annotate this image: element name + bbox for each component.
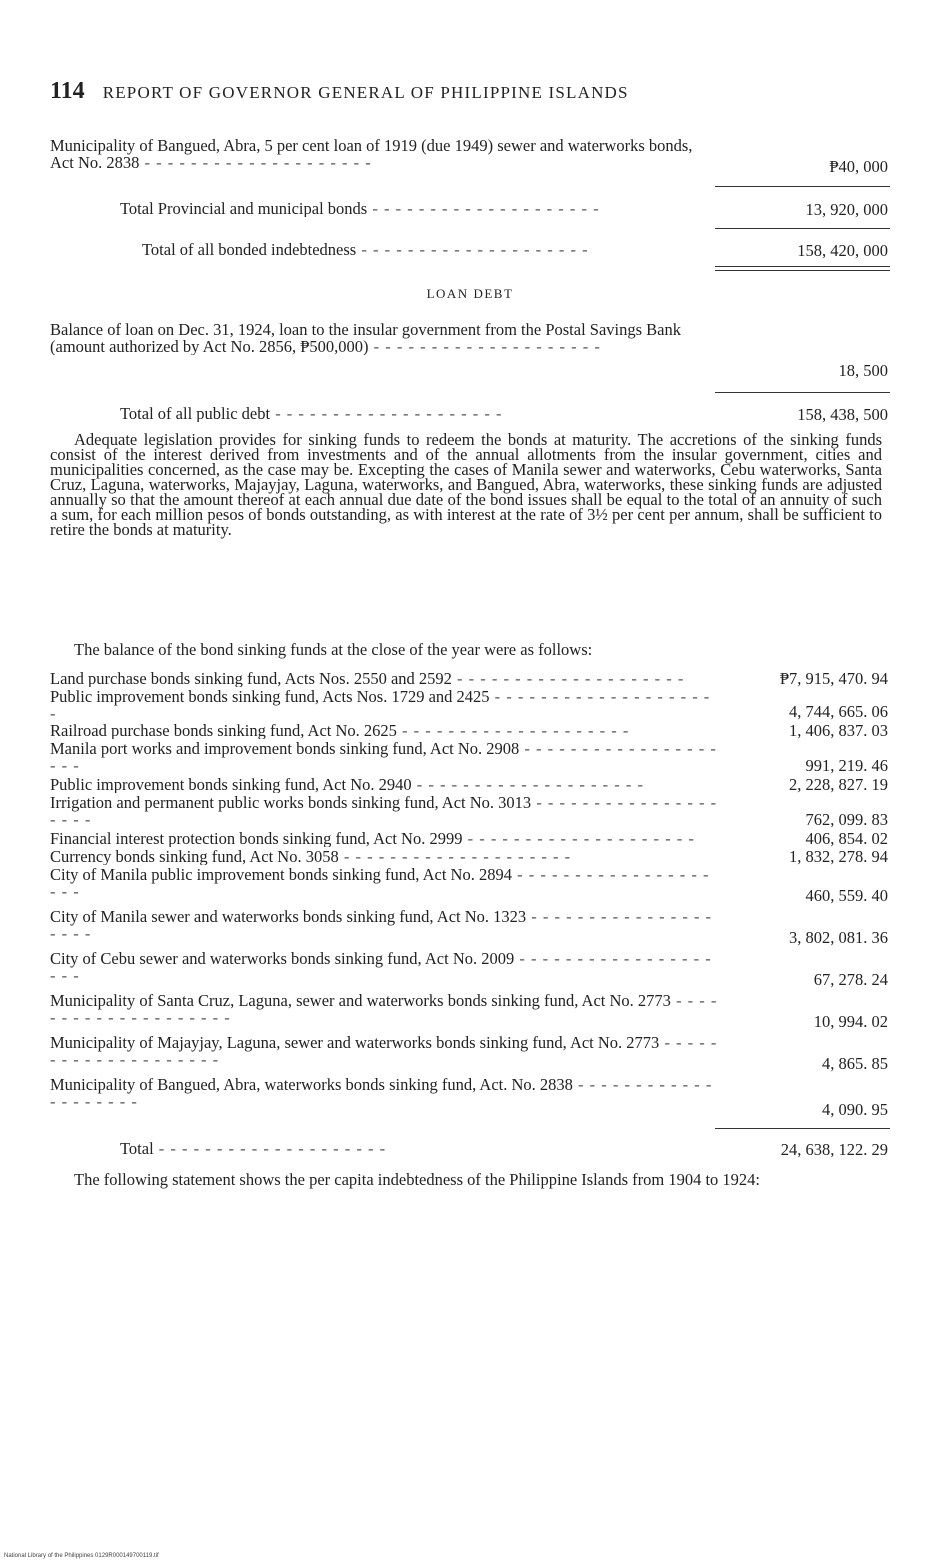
loan-debt-heading: LOAN DEBT bbox=[426, 286, 514, 301]
rule bbox=[715, 1128, 890, 1129]
sinking-fund-row bbox=[50, 866, 890, 904]
loan-balance-label: Balance of loan on Dec. 31, 1924, loan to the insular government from the Postal Savings Bank (amount authorized by Act No. 2856, ₱500,000) - - - - - - - - - - - - - - - - - - - - bbox=[50, 321, 681, 355]
sinking-fund-row bbox=[50, 848, 890, 865]
sinking-fund-label: Public improvement bonds sinking fund, Acts Nos. 1729 and 2425 - - - - - - - - - - - - - - - - - - - - bbox=[50, 688, 711, 722]
sinking-fund-label: City of Manila sewer and waterworks bonds sinking fund, Act No. 1323 - - - - - - - - - - - - - - - - - - - - bbox=[50, 908, 713, 942]
total-provincial-label: Total Provincial and municipal bonds - - - - - - - - - - - - - - - - - - - - bbox=[120, 200, 600, 217]
sinking-fund-label: Land purchase bonds sinking fund, Acts Nos. 2550 and 2592 - - - - - - - - - - - - - - - - - - - - bbox=[50, 670, 685, 687]
total-public-debt-label: Total of all public debt - - - - - - - - - - - - - - - - - - - - bbox=[120, 405, 503, 422]
dot-leader: - - - - - - - - - - - - - - - - - - - - bbox=[50, 1034, 718, 1068]
sinking-fund-label: Manila port works and improvement bonds sinking fund, Act No. 2908 - - - - - - - - - - - - - - - - - - - - bbox=[50, 740, 717, 774]
total-bonded-value: 158, 420, 000 bbox=[797, 241, 888, 260]
sinking-fund-value: ₱7, 915, 470. 94 bbox=[779, 669, 888, 688]
scan-footer: National Library of the Philippines 0129R000149700119.tif bbox=[4, 1553, 159, 1559]
dot-leader: - - - - - - - - - - - - - - - - - - - - bbox=[356, 241, 589, 258]
dot-leader: - - - - - - - - - - - - - - - - - - - - bbox=[50, 908, 713, 942]
sinking-fund-label: City of Cebu sewer and waterworks bonds sinking fund, Act No. 2009 - - - - - - - - - - - - - - - - - - - - bbox=[50, 950, 712, 984]
dot-leader: - - - - - - - - - - - - - - - - - - - - bbox=[50, 740, 717, 774]
total-bonded-row bbox=[50, 241, 890, 259]
sinking-fund-label: Public improvement bonds sinking fund, Act No. 2940 - - - - - - - - - - - - - - - - - - - - bbox=[50, 776, 645, 793]
running-title: REPORT OF GOVERNOR GENERAL OF PHILIPPINE ISLANDS bbox=[102, 83, 629, 102]
paragraph-text: The balance of the bond sinking funds at the close of the year were as follows: bbox=[74, 640, 593, 659]
balance-intro-paragraph bbox=[50, 642, 882, 657]
dot-leader: - - - - - - - - - - - - - - - - - - - - bbox=[338, 848, 572, 865]
sinking-fund-value: 4, 090. 95 bbox=[822, 1100, 888, 1119]
sinking-fund-row bbox=[50, 776, 890, 793]
loan-balance-row bbox=[50, 321, 890, 379]
loan-balance-value: 18, 500 bbox=[838, 361, 888, 380]
dot-leader: - - - - - - - - - - - - - - - - - - - - bbox=[50, 1076, 713, 1110]
sinking-fund-row bbox=[50, 830, 890, 847]
sinking-fund-label: City of Manila public improvement bonds sinking fund, Act No. 2894 - - - - - - - - - - - - - - - - - - - - bbox=[50, 866, 710, 900]
rule bbox=[715, 186, 890, 187]
sinking-fund-row bbox=[50, 794, 890, 828]
dot-leader: - - - - - - - - - - - - - - - - - - - - bbox=[411, 776, 645, 793]
double-rule bbox=[715, 266, 890, 271]
sinking-fund-total-value: 24, 638, 122. 29 bbox=[780, 1140, 888, 1159]
dot-leader: - - - - - - - - - - - - - - - - - - - - bbox=[367, 200, 600, 217]
paragraph-text: Adequate legislation provides for sinking funds to redeem the bonds at maturity. The accretions of the sinking funds consist of the interest derived from investments and of the annual allotments from the insular government, cities and municipalities concerned, as the case may be. Excepting the cases of Manila sewer and waterworks, Cebu waterworks, Santa Cruz, Laguna, waterworks, Majayjay, Laguna, waterworks, and Bangued, Abra, waterworks, these sinking funds are adjusted annually so that the amount thereof at each annual due date of the bond issues shall be equal to the total of an annuity of such a sum, for each million pesos of bonds outstanding, as with interest at the rate of 3½ per cent per annum, shall be sufficient to retire the bonds at maturity. bbox=[50, 430, 882, 539]
sinking-fund-value: 991, 219. 46 bbox=[805, 756, 888, 775]
dot-leader: - - - - - - - - - - - - - - - - - - - - bbox=[50, 794, 718, 828]
sinking-fund-value: 406, 854. 02 bbox=[805, 829, 888, 848]
sinking-fund-value: 1, 832, 278. 94 bbox=[789, 847, 888, 866]
sinking-fund-row bbox=[50, 992, 890, 1030]
dot-leader: - - - - - - - - - - - - - - - - - - - - bbox=[368, 337, 601, 355]
sinking-fund-value: 4, 865. 85 bbox=[822, 1054, 888, 1073]
dot-leader: - - - - - - - - - - - - - - - - - - - - bbox=[462, 830, 695, 847]
paragraph-text: The following statement shows the per capita indebtedness of the Philippine Islands from 1904 to 1924: bbox=[74, 1170, 760, 1189]
total-bonded-label: Total of all bonded indebtedness - - - - - - - - - - - - - - - - - - - - bbox=[142, 241, 589, 258]
sinking-fund-label: Municipality of Santa Cruz, Laguna, sewer and waterworks bonds sinking fund, Act No. 2773 - - - - - - - - - - - - - - - - - - - - bbox=[50, 992, 718, 1026]
sinking-fund-value: 10, 994. 02 bbox=[813, 1012, 888, 1031]
dot-leader: - - - - - - - - - - - - - - - - - - - - bbox=[396, 722, 630, 739]
rule bbox=[715, 228, 890, 229]
sinking-fund-label: Irrigation and permanent public works bonds sinking fund, Act No. 3013 - - - - - - - - - - - - - - - - - - - - bbox=[50, 794, 718, 828]
dot-leader: - - - - - - - - - - - - - - - - - - - - bbox=[50, 950, 712, 984]
sinking-fund-value: 2, 228, 827. 19 bbox=[789, 775, 888, 794]
sinking-fund-label: Municipality of Majayjay, Laguna, sewer and waterworks bonds sinking fund, Act No. 2773 - - - - - - - - - - - - - - - - - - - - bbox=[50, 1034, 718, 1068]
bangued-bonds-row bbox=[50, 137, 890, 175]
sinking-fund-value: 460, 559. 40 bbox=[805, 886, 888, 905]
sinking-fund-label: Municipality of Bangued, Abra, waterworks bonds sinking fund, Act. No. 2838 - - - - - - - - - - - - - - - - - - - - bbox=[50, 1076, 713, 1110]
total-provincial-value: 13, 920, 000 bbox=[805, 200, 888, 219]
sinking-fund-label: Currency bonds sinking fund, Act No. 3058 - - - - - - - - - - - - - - - - - - - - bbox=[50, 848, 572, 865]
sinking-fund-row bbox=[50, 722, 890, 739]
per-capita-paragraph bbox=[50, 1172, 882, 1187]
page-header bbox=[50, 78, 890, 105]
sinking-fund-total-label: Total - - - - - - - - - - - - - - - - - - - - bbox=[120, 1140, 387, 1157]
total-public-debt-row bbox=[50, 405, 890, 423]
total-public-debt-value: 158, 438, 500 bbox=[797, 405, 888, 424]
sinking-fund-label: Railroad purchase bonds sinking fund, Act No. 2625 - - - - - - - - - - - - - - - - - - - - bbox=[50, 722, 630, 739]
sinking-fund-value: 3, 802, 081. 36 bbox=[789, 928, 888, 947]
sinking-fund-value: 67, 278. 24 bbox=[813, 970, 888, 989]
sinking-fund-paragraph bbox=[50, 432, 882, 537]
dot-leader: - - - - - - - - - - - - - - - - - - - - bbox=[50, 992, 718, 1026]
sinking-fund-total-row bbox=[50, 1140, 890, 1158]
sinking-fund-value: 4, 744, 665. 06 bbox=[789, 702, 888, 721]
dot-leader: - - - - - - - - - - - - - - - - - - - - bbox=[50, 866, 710, 900]
dot-leader: - - - - - - - - - - - - - - - - - - - - bbox=[139, 153, 372, 171]
sinking-fund-value: 762, 099. 83 bbox=[805, 810, 888, 829]
sinking-fund-row bbox=[50, 950, 890, 988]
rule bbox=[715, 392, 890, 393]
sinking-fund-row bbox=[50, 908, 890, 946]
sinking-fund-row bbox=[50, 740, 890, 774]
page-number: 114 bbox=[50, 78, 85, 104]
sinking-fund-value: 1, 406, 837. 03 bbox=[789, 721, 888, 740]
bangued-bonds-value: ₱40, 000 bbox=[829, 157, 888, 176]
dot-leader: - - - - - - - - - - - - - - - - - - - - bbox=[451, 670, 685, 687]
bangued-bonds-label: Municipality of Bangued, Abra, 5 per cent loan of 1919 (due 1949) sewer and waterworks bonds, Act No. 2838 - - - - - - - - - - - - - - - - - - - - bbox=[50, 137, 693, 171]
sinking-fund-row bbox=[50, 1076, 890, 1118]
sinking-fund-row bbox=[50, 688, 890, 720]
total-provincial-row bbox=[50, 200, 890, 218]
dot-leader: - - - - - - - - - - - - - - - - - - - - bbox=[50, 688, 711, 722]
dot-leader: - - - - - - - - - - - - - - - - - - - - bbox=[270, 405, 503, 422]
sinking-fund-row bbox=[50, 670, 890, 687]
dot-leader: - - - - - - - - - - - - - - - - - - - - bbox=[153, 1140, 387, 1157]
sinking-fund-label: Financial interest protection bonds sinking fund, Act No. 2999 - - - - - - - - - - - - - - - - - - - - bbox=[50, 830, 695, 847]
sinking-fund-row bbox=[50, 1034, 890, 1072]
